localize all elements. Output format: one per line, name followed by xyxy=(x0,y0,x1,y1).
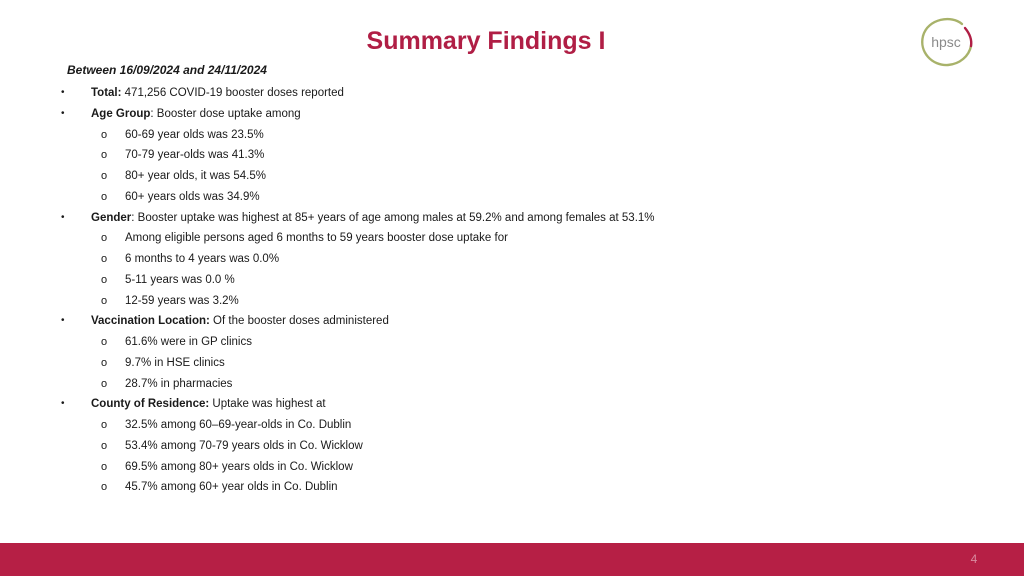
sub-bullet-icon: o xyxy=(101,439,108,452)
sub-finding xyxy=(0,125,1024,146)
bullet-icon: • xyxy=(61,107,65,119)
sub-finding xyxy=(0,270,1024,291)
finding-label: County of Residence: xyxy=(91,398,210,411)
sub-bullet-icon: o xyxy=(101,419,108,431)
finding-county-of-residence xyxy=(0,394,1024,415)
sub-bullet-icon: o xyxy=(101,294,108,307)
finding-text xyxy=(91,83,344,104)
sub-finding-text: 61.6% were in GP clinics xyxy=(125,336,252,348)
sub-bullet-icon: o xyxy=(101,149,108,162)
finding-text xyxy=(91,104,301,125)
reporting-period: Between 16/09/2024 and 24/11/2024 xyxy=(67,63,267,77)
sub-bullet-icon: o xyxy=(101,253,108,265)
finding-body: Of the booster doses administered xyxy=(209,315,389,328)
sub-bullet-icon: o xyxy=(101,232,108,245)
sub-finding-text: 60-69 year olds was 23.5% xyxy=(125,128,264,141)
sub-finding xyxy=(0,353,1024,374)
sub-finding-text: 60+ years olds was 34.9% xyxy=(125,190,260,203)
finding-gender xyxy=(0,208,1024,229)
finding-body: 471,256 COVID-19 booster doses reported xyxy=(121,87,344,99)
sub-finding-text: 28.7% in pharmacies xyxy=(125,377,233,390)
sub-bullet-icon: o xyxy=(101,128,108,141)
sub-finding xyxy=(0,374,1024,395)
sub-finding-text: 70-79 year-olds was 41.3% xyxy=(125,149,265,162)
finding-label: Vaccination Location: xyxy=(91,315,210,328)
finding-body: : Booster uptake was highest at 85+ years of age among males at 59.2% and among females at 53.1% xyxy=(131,211,655,224)
sub-finding xyxy=(0,436,1024,457)
sub-finding xyxy=(0,457,1024,478)
sub-bullet-icon: o xyxy=(101,336,108,348)
finding-vaccination-location xyxy=(0,311,1024,332)
sub-finding xyxy=(0,249,1024,270)
sub-bullet-icon: o xyxy=(101,481,108,494)
finding-text xyxy=(91,394,326,415)
finding-age-group xyxy=(0,104,1024,125)
finding-text xyxy=(91,208,655,229)
logo-text: hpsc xyxy=(931,34,961,50)
sub-finding-text: 80+ year olds, it was 54.5% xyxy=(125,170,266,182)
finding-body: : Booster dose uptake among xyxy=(150,107,301,120)
sub-finding-text: 5-11 years was 0.0 % xyxy=(125,273,235,286)
bullet-icon: • xyxy=(61,87,65,98)
finding-label: Age Group xyxy=(91,107,151,120)
sub-finding xyxy=(0,145,1024,166)
sub-finding-text: 53.4% among 70-79 years olds in Co. Wicklow xyxy=(125,439,363,452)
finding-text xyxy=(91,311,389,332)
slide-title: Summary Findings I xyxy=(366,27,606,55)
page-number: 4 xyxy=(970,552,978,566)
sub-bullet-icon: o xyxy=(101,356,108,369)
sub-finding xyxy=(0,166,1024,187)
sub-bullet-icon: o xyxy=(101,460,108,473)
sub-finding-text: Among eligible persons aged 6 months to 59 years booster dose uptake for xyxy=(125,232,508,245)
sub-finding-text: 9.7% in HSE clinics xyxy=(125,356,225,369)
hpsc-logo xyxy=(918,16,974,68)
sub-finding xyxy=(0,477,1024,498)
bullet-icon: • xyxy=(61,211,65,223)
sub-finding-text: 45.7% among 60+ year olds in Co. Dublin xyxy=(125,481,338,494)
sub-finding-text: 6 months to 4 years was 0.0% xyxy=(125,253,280,265)
sub-bullet-icon: o xyxy=(101,170,108,182)
sub-finding xyxy=(0,187,1024,208)
finding-label: Total: xyxy=(91,87,122,99)
sub-finding-text: 32.5% among 60–69-year-olds in Co. Dublin xyxy=(125,419,352,431)
sub-finding xyxy=(0,228,1024,249)
finding-body: Uptake was highest at xyxy=(209,398,326,411)
bullet-icon: • xyxy=(61,398,65,410)
finding-label: Gender xyxy=(91,211,132,224)
sub-bullet-icon: o xyxy=(101,273,108,286)
sub-bullet-icon: o xyxy=(101,377,108,390)
sub-bullet-icon: o xyxy=(101,190,108,203)
bullet-icon: • xyxy=(61,315,65,327)
sub-finding xyxy=(0,332,1024,353)
findings-list xyxy=(0,83,1024,498)
sub-finding xyxy=(0,415,1024,436)
footer-bar xyxy=(0,543,1024,576)
sub-finding xyxy=(0,291,1024,312)
finding-total xyxy=(0,83,1024,104)
sub-finding-text: 12-59 years was 3.2% xyxy=(125,294,239,307)
sub-finding-text: 69.5% among 80+ years olds in Co. Wicklow xyxy=(125,460,353,473)
